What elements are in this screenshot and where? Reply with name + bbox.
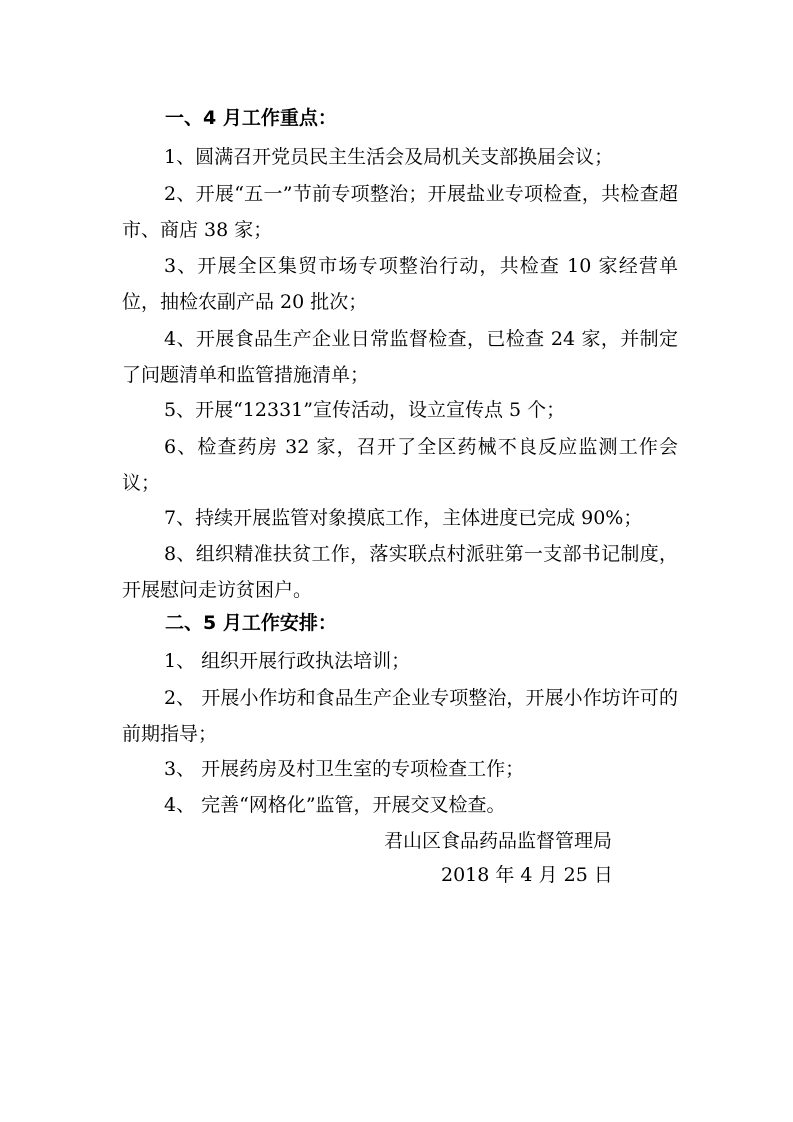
list-item: 3、开展全区集贸市场专项整治行动，共检查 10 家经营单位，抽检农副产品 20 批次； <box>122 255 678 313</box>
list-item: 8、组织精准扶贫工作，落实联点村派驻第一支部书记制度，开展慰问走访贫困户。 <box>122 543 678 601</box>
list-item: 5、开展“12331”宣传活动，设立宣传点 5 个； <box>164 399 566 421</box>
list-item: 1、 组织开展行政执法培训； <box>164 650 411 672</box>
list-item: 3、 开展药房及村卫生室的专项检查工作； <box>164 758 525 780</box>
section-heading-may-plan: 二、5 月工作安排： <box>165 612 337 634</box>
list-item: 2、开展“五一”节前专项整治；开展盐业专项检查，共检查超市、商店 38 家； <box>122 183 678 241</box>
list-item: 1、圆满召开党员民主生活会及局机关支部换届会议； <box>164 146 614 168</box>
list-item: 2、 开展小作坊和食品生产企业专项整治，开展小作坊许可的前期指导； <box>122 687 678 745</box>
list-item: 6、检查药房 32 家，召开了全区药械不良反应监测工作会议； <box>122 436 678 494</box>
list-item: 4、 完善“网格化”监管，开展交叉检查。 <box>164 794 506 816</box>
section-heading-april-focus: 一、4 月工作重点： <box>165 107 337 129</box>
list-item: 4、开展食品生产企业日常监督检查，已检查 24 家，并制定了问题清单和监管措施清单； <box>122 328 678 386</box>
list-item: 7、持续开展监管对象摸底工作，主体进度已完成 90%； <box>164 507 643 529</box>
signature-date: 2018 年 4 月 25 日 <box>441 864 613 886</box>
signature-organization: 君山区食品药品监督管理局 <box>384 830 613 852</box>
